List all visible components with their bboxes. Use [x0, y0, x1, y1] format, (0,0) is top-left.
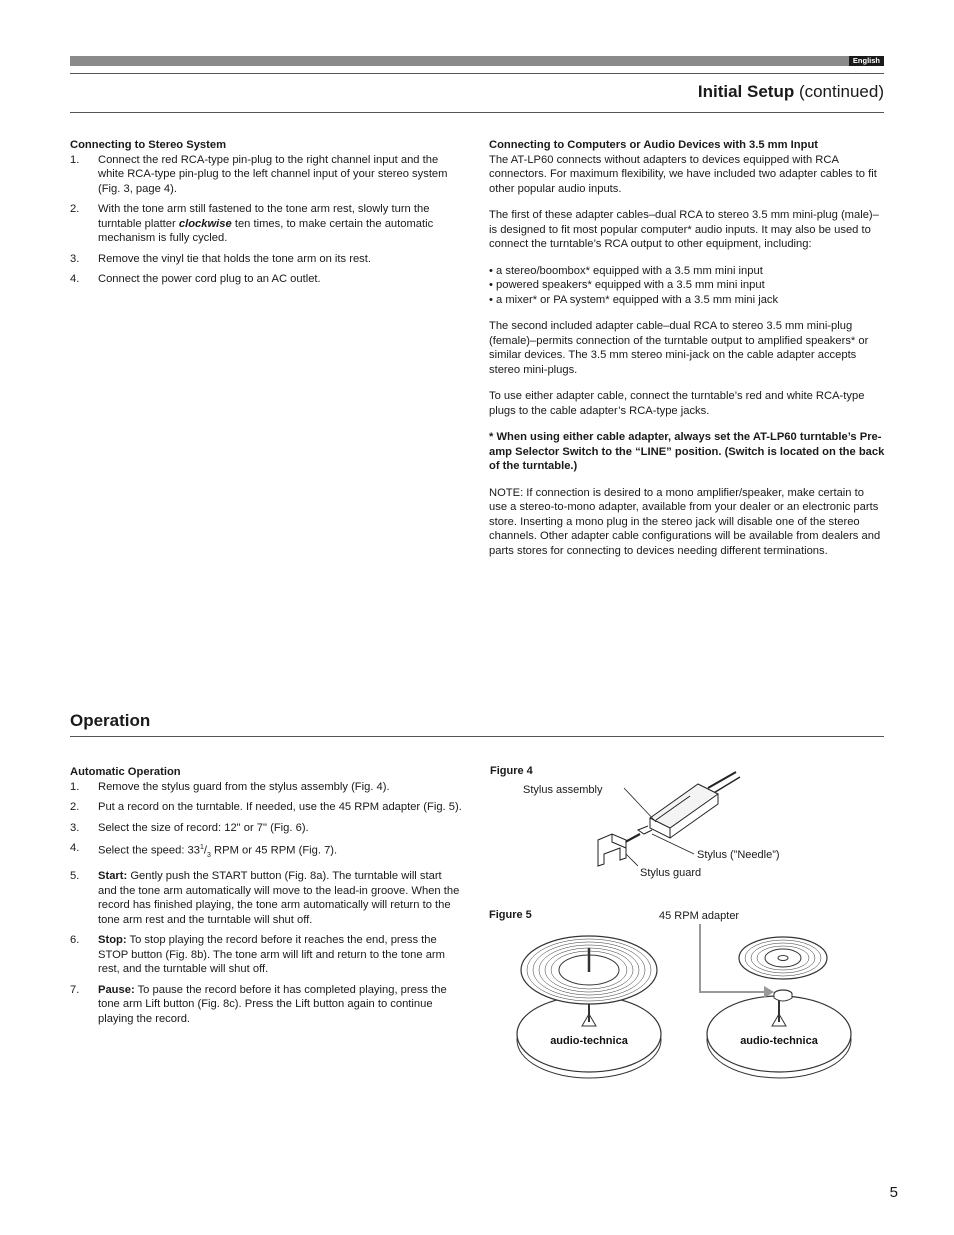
- computers-heading: Connecting to Computers or Audio Devices with 3.5 mm Input: [489, 139, 819, 151]
- figure-5-label: Figure 5: [489, 909, 532, 921]
- language-tag: English: [849, 56, 884, 66]
- step-label: Pause:: [98, 983, 135, 996]
- computers-note: NOTE: If connection is desired to a mono amplifier/speaker, make certain to use a stereo-to-mono adapter, available from your dealer or an electronic parts store. Inserting a mono plug in the stereo jack will disable one of the stereo channels. Other adapter cable configurations will be available from dealers and parts stores for connecting to devices needing different terminations.: [489, 486, 881, 557]
- step-text: With the tone arm still fastened to the tone arm rest, slowly turn the turntable platter: [98, 203, 430, 230]
- step-text: Select the size of record: 12" or 7" (Fig. 6).: [98, 821, 309, 834]
- computers-paragraph-1: The AT-LP60 connects without adapters to devices equipped with RCA connectors. For maximum flexibility, we have included two adapter cables to fit other popular audio inputs.: [489, 153, 877, 195]
- operation-step-1: [70, 780, 462, 795]
- step-number: 2.: [70, 203, 80, 215]
- page-title-rest: (continued): [794, 82, 884, 101]
- fraction-slash: /: [203, 844, 208, 857]
- step-number: 4.: [70, 273, 80, 285]
- stereo-step-3: [70, 252, 462, 267]
- step-number: 1.: [70, 153, 80, 166]
- fraction-numerator: 1: [200, 844, 204, 851]
- operation-heading: Automatic Operation: [70, 766, 181, 778]
- header-rule-top: [70, 73, 884, 74]
- step-text: Remove the vinyl tie that holds the tone arm on its rest.: [98, 252, 371, 265]
- stereo-heading: Connecting to Stereo System: [70, 139, 227, 151]
- step-text: Connect the power cord plug to an AC outlet.: [98, 273, 321, 285]
- stereo-step-2: [70, 202, 462, 246]
- stereo-section: [70, 138, 462, 293]
- header-rule-bottom: [70, 112, 884, 113]
- step-text: Select the speed: 33: [98, 844, 201, 857]
- adapter-caption: 45 RPM adapter: [659, 910, 740, 922]
- step-number: 1.: [70, 780, 80, 793]
- computers-paragraph-4: To use either adapter cable, connect the turntable’s red and white RCA-type plugs to the cable adapter’s RCA-type jacks.: [489, 390, 865, 417]
- bullet-item: • powered speakers* equipped with a 3.5 mm mini input: [489, 279, 765, 291]
- stereo-step-4: [70, 272, 462, 287]
- turntable-with-12-inch-record: [514, 934, 664, 1082]
- bullet-item: • a stereo/boombox* equipped with a 3.5 mm mini input: [489, 264, 763, 277]
- brand-logo-left: audio-technica: [550, 1035, 628, 1047]
- page-number: 5: [889, 1184, 898, 1201]
- computers-warning: * When using either cable adapter, always set the AT-LP60 turntable’s Pre-amp Selector Switch to the “LINE” position. (Switch is located on the back of the turntable.): [489, 431, 885, 472]
- stylus-illustration: [590, 768, 750, 886]
- operation-step-4: [70, 841, 462, 863]
- adapter-pointer-arrow: [694, 920, 784, 1000]
- operation-step-2: [70, 800, 462, 815]
- page-title: [698, 82, 884, 102]
- page-title-bold: Initial Setup: [697, 82, 795, 101]
- step-emphasis: clockwise: [178, 217, 232, 230]
- step-text: ten times, to make certain the automatic mechanism is fully cycled.: [98, 217, 434, 244]
- operation-step-7: [70, 983, 462, 1027]
- header-bar: [70, 56, 884, 66]
- step-number: 2.: [70, 801, 80, 813]
- computers-paragraph-2: The first of these adapter cables–dual RCA to stereo 3.5 mm mini-plug (male)–is designed to fit most popular computer* audio inputs. It may also be used to connect the turntable’s RCA output to other equipment, including:: [489, 209, 879, 250]
- step-number: 4.: [70, 842, 80, 854]
- operation-rule: [70, 736, 884, 737]
- operation-step-6: [70, 933, 462, 977]
- bullet-item: • a mixer* or PA system* equipped with a 3.5 mm mini jack: [489, 293, 779, 306]
- step-text: Connect the red RCA-type pin-plug to the right channel input and the white RCA-type pin-plug to the left channel input of your stereo system (Fig. 3, page 4).: [98, 153, 448, 195]
- step-number: 7.: [70, 983, 80, 996]
- step-number: 5.: [70, 870, 80, 883]
- step-text: RPM or 45 RPM (Fig. 7).: [210, 844, 338, 857]
- stylus-guard-caption: Stylus guard: [640, 867, 702, 879]
- step-label: Start:: [98, 870, 128, 883]
- step-label: Stop:: [98, 934, 127, 947]
- fraction-denominator: 3: [207, 851, 211, 859]
- computers-paragraph-3: The second included adapter cable–dual RCA to stereo 3.5 mm mini-plug (female)–permits connection of the turntable output to amplified speakers* or similar devices. The 3.5 mm stereo mini-jack on the cable adapter accepts stereo mini-plugs.: [489, 320, 869, 376]
- operation-steps: [70, 780, 462, 1027]
- step-text: Gently push the START button (Fig. 8a). The turntable will start and the tone arm automatically will move to the lead-in groove. When the record has finished playing, the tone arm automatically will return to the tone arm rest and the turntable will shut off.: [98, 870, 460, 926]
- figure-4-label: Figure 4: [490, 765, 533, 777]
- stylus-assembly-caption: Stylus assembly: [523, 784, 603, 796]
- operation-step-5: [70, 869, 462, 927]
- operation-step-3: [70, 821, 462, 836]
- step-number: 3.: [70, 252, 80, 265]
- stylus-needle-caption: Stylus (”Needle”): [697, 849, 780, 861]
- stereo-step-1: [70, 153, 462, 197]
- operation-section: [70, 765, 462, 1032]
- computers-bullets: [489, 264, 885, 308]
- operation-title: Operation: [70, 711, 151, 730]
- step-text: Remove the stylus guard from the stylus assembly (Fig. 4).: [98, 780, 390, 793]
- step-text: Put a record on the turntable. If needed, use the 45 RPM adapter (Fig. 5).: [98, 801, 462, 813]
- step-text: To pause the record before it has completed playing, press the tone arm Lift button (Fig. 8c). Press the Lift button again to continue playing the record.: [98, 983, 447, 1025]
- stereo-steps: [70, 153, 462, 287]
- brand-logo-right: audio-technica: [740, 1035, 818, 1047]
- step-text: To stop playing the record before it reaches the end, press the STOP button (Fig. 8b). The tone arm will lift and return to the tone arm rest, and the turntable will shut off.: [98, 934, 445, 976]
- step-number: 6.: [70, 934, 80, 947]
- step-number: 3.: [70, 821, 80, 834]
- computers-section: [489, 138, 885, 570]
